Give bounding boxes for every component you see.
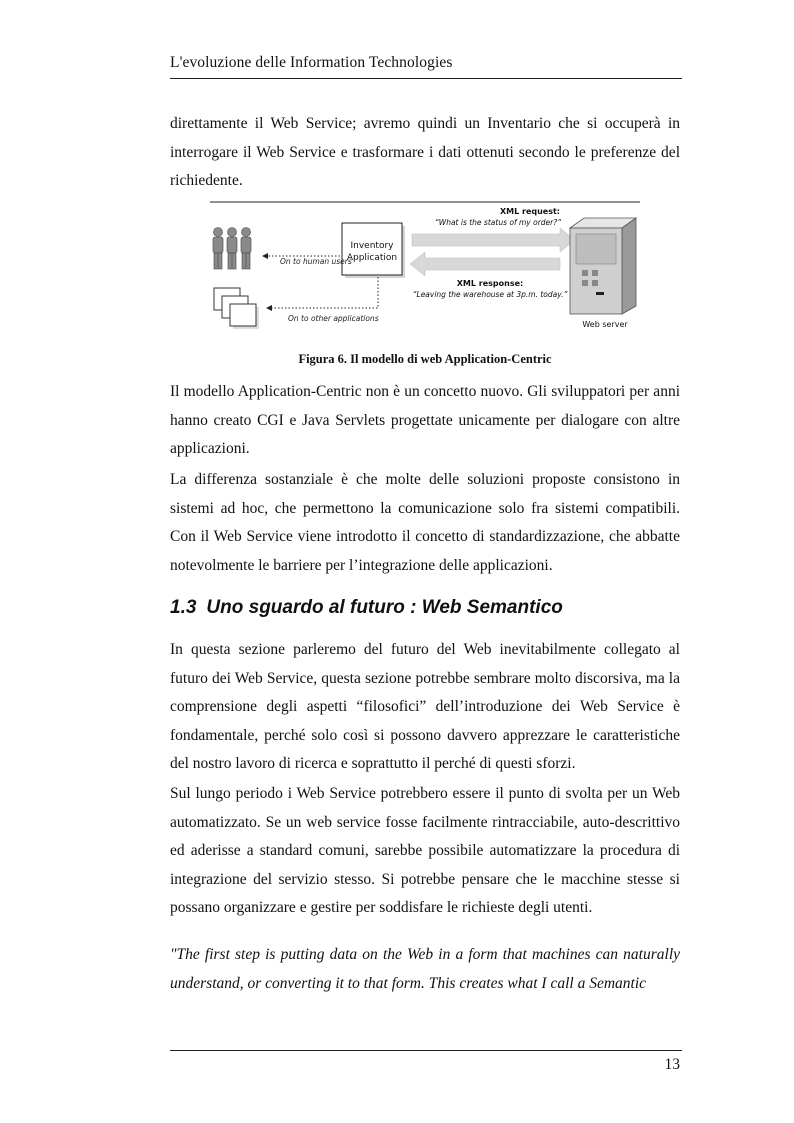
page-number: 13 — [664, 1056, 680, 1073]
xml-response-text: “Leaving the warehouse at 3p.m. today.” — [412, 290, 568, 299]
human-users-icon — [213, 228, 251, 270]
xml-request-text: “What is the status of my order?” — [434, 218, 562, 227]
xml-request-title: XML request: — [499, 207, 561, 216]
section-title: Uno sguardo al futuro : Web Semantico — [206, 597, 563, 618]
paragraph-4: In questa sezione parleremo del futuro del Web inevitabilmente collegato al futuro dei Web Service, questa sezione potrebbe sembrare molto discorsiva, ma la comprensione degli aspetti “filosofici” dell’introduzione dei Web Service è fondamentale, perché solo così si possono davvero apprezzare le caratteristiche del nostro lavoro di ricerca e soprattutto il perché di questi sforzi. — [170, 641, 680, 772]
to-apps-arrowhead — [266, 305, 272, 311]
header-rule — [170, 78, 682, 79]
inventory-label-line1: Inventory — [350, 241, 394, 251]
footer-rule — [170, 1050, 682, 1051]
paragraph-3: La differenza sostanziale è che molte delle soluzioni proposte consistono in sistemi ad hoc, che permettono la comunicazione solo fra sistemi compatibili. Con il Web Service viene introdotto il concetto di standardizzazione, che abbatte notevolmente le barriere per l’integrazione delle applicazioni. — [170, 471, 680, 574]
inventory-label-line2: Application — [346, 253, 398, 263]
running-header: L'evoluzione delle Information Technologies — [170, 54, 453, 71]
paragraph-2: Il modello Application-Centric non è un concetto nuovo. Gli sviluppatori per anni hanno creato CGI e Java Servlets progettate unicamente per dialogare con altre applicazioni. — [170, 383, 680, 457]
xml-request-arrow — [412, 228, 575, 252]
web-server-icon — [570, 218, 636, 314]
to-apps-arrow — [272, 277, 378, 308]
xml-response-title: XML response: — [456, 279, 524, 288]
other-applications-icon — [214, 288, 259, 329]
section-number: 1.3 — [170, 597, 197, 618]
xml-response-arrow — [410, 252, 560, 276]
web-server-label: Web server — [582, 320, 628, 329]
paragraph-1: direttamente il Web Service; avremo quindi un Inventario che si occuperà in interrogare il Web Service e trasformare i dati ottenuti secondo le preferenze del richiedente. — [170, 115, 680, 189]
section-heading — [170, 597, 680, 619]
quote-paragraph: "The first step is putting data on the Web in a form that machines can naturally understand, or converting it to that form. This creates what I call a Semantic — [170, 946, 680, 992]
paragraph-5: Sul lungo periodo i Web Service potrebbero essere il punto di svolta per un Web automatizzato. Se un web service fosse facilmente rintracciabile, auto-descrittivo ed aderisse a standard comuni, sarebbe possibile automatizzare la procedura di integrazione del servizio stesso. Si potrebbe pensare che le macchine stesse si possano organizzare e gestire per soddisfare le richieste degli utenti. — [170, 785, 680, 916]
figure-caption: Figura 6. Il modello di web Application-Centric — [298, 352, 552, 366]
application-centric-diagram — [200, 198, 646, 336]
to-human-users-label: On to human users — [280, 257, 352, 266]
to-other-apps-label: On to other applications — [288, 314, 379, 323]
to-users-arrowhead — [262, 253, 268, 259]
